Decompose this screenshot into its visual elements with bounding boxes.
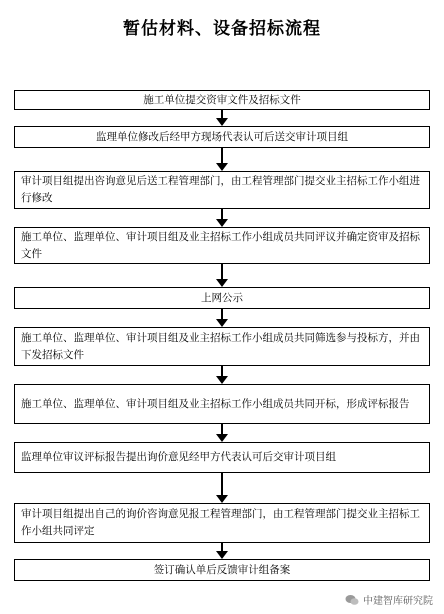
- flow-step-9: [14, 503, 430, 543]
- diagram-title: 暂估材料、设备招标流程: [123, 19, 321, 39]
- wechat-icon: [345, 594, 359, 606]
- flow-arrow-6: [214, 366, 230, 384]
- flow-step-8: [14, 442, 430, 473]
- flow-step-6: [14, 327, 430, 366]
- flow-step-5: [14, 287, 430, 309]
- flow-arrow-8: [214, 473, 230, 503]
- flow-step-7-text: 施工单位、监理单位、审计项目组及业主招标工作小组成员共同开标，形成评标报告: [21, 397, 410, 410]
- flow-step-9-text: 审计项目组提出自己的询价咨询意见报工程管理部门，由工程管理部门提交业主招标工作小组共同评定: [21, 508, 420, 537]
- flow-step-5-text: 上网公示: [201, 291, 243, 304]
- flow-step-3-text: 审计项目组提出咨询意见后送工程管理部门，由工程管理部门提交业主招标工作小组进行修改: [21, 175, 420, 204]
- flow-step-10-text: 签订确认单后反馈审计组备案: [153, 563, 291, 576]
- flow-step-7: [14, 384, 430, 424]
- flow-arrow-5: [214, 309, 230, 327]
- watermark: [342, 591, 436, 608]
- flow-step-4-text: 施工单位、监理单位、审计项目组及业主招标工作小组成员共同评议并确定资审及招标文件: [21, 230, 420, 260]
- flow-step-4: [14, 227, 430, 264]
- flow-arrow-2: [214, 148, 230, 171]
- flow-step-3: [14, 171, 430, 209]
- flow-step-1-text: 施工单位提交资审文件及招标文件: [143, 93, 301, 106]
- flow-arrow-7: [214, 424, 230, 442]
- flow-step-8-text: 监理单位审议评标报告提出询价意见经甲方代表认可后交审计项目组: [21, 451, 336, 463]
- flow-arrow-9: [214, 543, 230, 559]
- flow-step-2: [14, 126, 430, 148]
- flow-step-6-text: 施工单位、监理单位、审计项目组及业主招标工作小组成员共同筛选参与投标方，并由下发招标文件: [21, 331, 420, 361]
- flow-arrow-1: [214, 110, 230, 126]
- flow-arrow-4: [214, 264, 230, 287]
- flow-step-2-text: 监理单位修改后经甲方现场代表认可后送交审计项目组: [96, 130, 348, 143]
- flow-step-10: [14, 559, 430, 581]
- flow-step-1: [14, 90, 430, 110]
- watermark-text: 中建智库研究院: [363, 596, 433, 607]
- flow-arrow-3: [214, 209, 230, 227]
